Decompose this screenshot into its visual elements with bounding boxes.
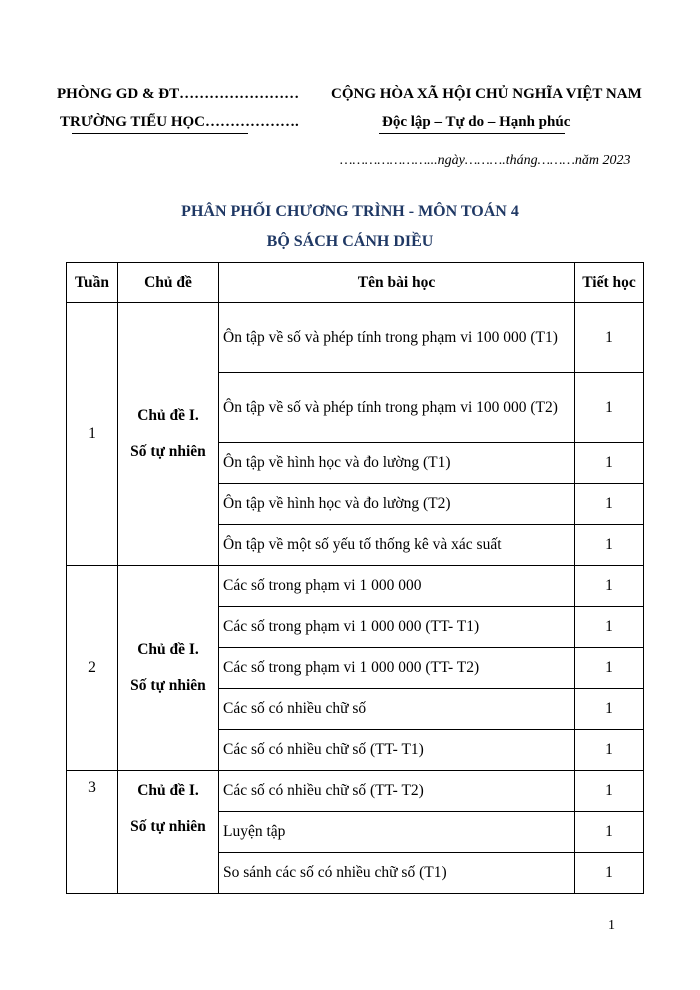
lesson-name: Ôn tập về hình học và đo lường (T2) bbox=[219, 484, 575, 525]
national-motto: Độc lập – Tự do – Hạnh phúc bbox=[382, 114, 571, 130]
department-line: PHÒNG GD & ĐT…………………… bbox=[57, 86, 300, 102]
national-title: CỘNG HÒA XÃ HỘI CHỦ NGHĨA VIỆT NAM bbox=[331, 86, 642, 102]
topic-title: Chủ đề I. bbox=[137, 782, 199, 799]
topic-name: Số tự nhiên bbox=[130, 443, 206, 460]
header-week: Tuần bbox=[67, 263, 118, 303]
lesson-periods: 1 bbox=[575, 484, 644, 525]
lesson-periods: 1 bbox=[575, 812, 644, 853]
lesson-periods: 1 bbox=[575, 303, 644, 373]
lesson-name: Ôn tập về số và phép tính trong phạm vi 100 000 (T2) bbox=[219, 373, 575, 443]
week-cell: 2 bbox=[67, 566, 118, 771]
school-line: TRƯỜNG TIỂU HỌC………………. bbox=[60, 114, 299, 130]
header-topic: Chủ đề bbox=[118, 263, 219, 303]
motto-underline bbox=[379, 133, 565, 134]
table-row bbox=[67, 303, 644, 373]
lesson-name: So sánh các số có nhiều chữ số (T1) bbox=[219, 853, 575, 894]
topic-cell bbox=[118, 566, 219, 771]
curriculum-table bbox=[66, 262, 644, 894]
document-title: PHÂN PHỐI CHƯƠNG TRÌNH - MÔN TOÁN 4 bbox=[181, 203, 519, 220]
week-cell: 1 bbox=[67, 303, 118, 566]
lesson-name: Ôn tập về hình học và đo lường (T1) bbox=[219, 443, 575, 484]
lesson-name: Luyện tập bbox=[219, 812, 575, 853]
lesson-periods: 1 bbox=[575, 730, 644, 771]
lesson-periods: 1 bbox=[575, 607, 644, 648]
lesson-periods: 1 bbox=[575, 525, 644, 566]
lesson-name: Các số có nhiều chữ số (TT- T2) bbox=[219, 771, 575, 812]
lesson-name: Các số có nhiều chữ số bbox=[219, 689, 575, 730]
table-row bbox=[67, 566, 644, 607]
table-header-row bbox=[67, 263, 644, 303]
document-subtitle: BỘ SÁCH CÁNH DIỀU bbox=[266, 233, 434, 250]
lesson-name: Các số có nhiều chữ số (TT- T1) bbox=[219, 730, 575, 771]
lesson-name: Các số trong phạm vi 1 000 000 bbox=[219, 566, 575, 607]
lesson-name: Ôn tập về số và phép tính trong phạm vi 100 000 (T1) bbox=[219, 303, 575, 373]
topic-name: Số tự nhiên bbox=[130, 818, 206, 835]
topic-title: Chủ đề I. bbox=[137, 641, 199, 658]
lesson-periods: 1 bbox=[575, 771, 644, 812]
lesson-periods: 1 bbox=[575, 373, 644, 443]
week-cell: 3 bbox=[67, 771, 118, 894]
topic-title: Chủ đề I. bbox=[137, 407, 199, 424]
header-periods: Tiết học bbox=[575, 263, 644, 303]
lesson-name: Các số trong phạm vi 1 000 000 (TT- T2) bbox=[219, 648, 575, 689]
lesson-periods: 1 bbox=[575, 443, 644, 484]
lesson-periods: 1 bbox=[575, 689, 644, 730]
lesson-name: Các số trong phạm vi 1 000 000 (TT- T1) bbox=[219, 607, 575, 648]
header-lesson: Tên bài học bbox=[219, 263, 575, 303]
lesson-periods: 1 bbox=[575, 566, 644, 607]
school-underline bbox=[72, 133, 248, 134]
lesson-periods: 1 bbox=[575, 648, 644, 689]
topic-name: Số tự nhiên bbox=[130, 677, 206, 694]
page-number: 1 bbox=[608, 918, 615, 933]
topic-cell bbox=[118, 771, 219, 894]
lesson-periods: 1 bbox=[575, 853, 644, 894]
table-row bbox=[67, 771, 644, 812]
lesson-name: Ôn tập về một số yếu tố thống kê và xác suất bbox=[219, 525, 575, 566]
date-line: …………………...ngày……….tháng………năm 2023 bbox=[340, 153, 631, 168]
topic-cell bbox=[118, 303, 219, 566]
